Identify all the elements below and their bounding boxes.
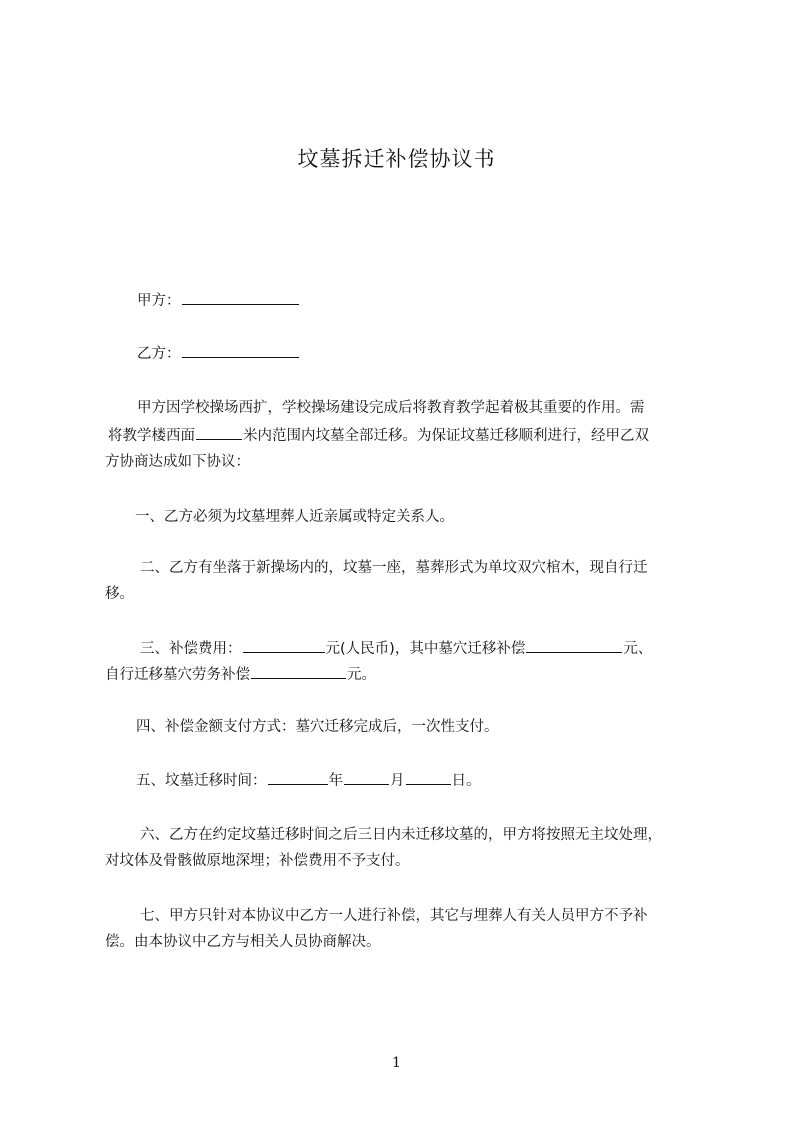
- grave-relocation-blank: [526, 638, 622, 653]
- party-a-label: 甲方：: [137, 293, 181, 309]
- party-b-label: 乙方：: [137, 346, 181, 362]
- clause-6-line-2: 对坟体及骨骸做原地深埋；补偿费用不予支付。: [105, 853, 410, 869]
- document-title: 坟墓拆迁补偿协议书: [297, 147, 496, 171]
- clause-4: 四、补偿金额支付方式：墓穴迁移完成后，一次性支付。: [136, 719, 499, 735]
- party-a-blank: [182, 290, 299, 305]
- month-blank: [344, 770, 389, 785]
- distance-blank: [196, 425, 242, 440]
- labor-compensation-blank: [251, 664, 346, 679]
- clause-3-part-1: 三、补偿费用：: [140, 641, 242, 657]
- party-a-line: [137, 290, 300, 311]
- total-compensation-blank: [243, 638, 325, 653]
- clause-7-line-2: 偿。由本协议中乙方与相关人员协商解决。: [105, 934, 381, 950]
- page-number: 1: [392, 1055, 401, 1071]
- clause-2-line-2: 移。: [105, 586, 134, 602]
- intro-line-2-suffix: 米内范围内坟墓全部迁移。为保证坟墓迁移顺利进行，经甲乙双: [243, 428, 649, 444]
- day-label: 日。: [451, 773, 481, 789]
- clause-5: [136, 770, 481, 791]
- party-b-blank: [182, 343, 299, 358]
- clause-3-line-1: [140, 638, 652, 659]
- intro-line-1: 甲方因学校操场西扩，学校操场建设完成后将教育教学起着极其重要的作用。需: [137, 400, 645, 416]
- year-label: 年: [328, 773, 343, 789]
- clause-3-line-2-suffix: 元。: [347, 667, 376, 683]
- intro-line-2: [108, 425, 649, 446]
- clause-2-line-1: 二、乙方有坐落于新操场内的，坟墓一座，墓葬形式为单坟双穴棺木，现自行迁: [140, 560, 648, 576]
- clause-3-line-2-prefix: 自行迁移墓穴劳务补偿: [105, 667, 250, 683]
- intro-line-3: 方协商达成如下协议：: [105, 454, 250, 470]
- clause-3-part-2: 元(人民币)，其中墓穴迁移补偿: [325, 641, 526, 657]
- clause-7-line-1: 七、甲方只针对本协议中乙方一人进行补偿，其它与埋葬人有关人员甲方不予补: [140, 908, 648, 924]
- clause-5-prefix: 五、坟墓迁移时间：: [136, 773, 267, 789]
- year-blank: [268, 770, 328, 785]
- clause-6-line-1: 六、乙方在约定坟墓迁移时间之后三日内未迁移坟墓的，甲方将按照无主坟处理，: [140, 827, 662, 843]
- party-b-line: [137, 343, 300, 364]
- month-label: 月: [390, 773, 405, 789]
- clause-3-part-3: 元、: [623, 641, 653, 657]
- intro-line-2-prefix: 将教学楼西面: [108, 428, 195, 444]
- clause-3-line-2: [105, 664, 376, 685]
- clause-1: 一、乙方必须为坟墓埋葬人近亲属或特定关系人。: [135, 509, 454, 525]
- day-blank: [406, 770, 451, 785]
